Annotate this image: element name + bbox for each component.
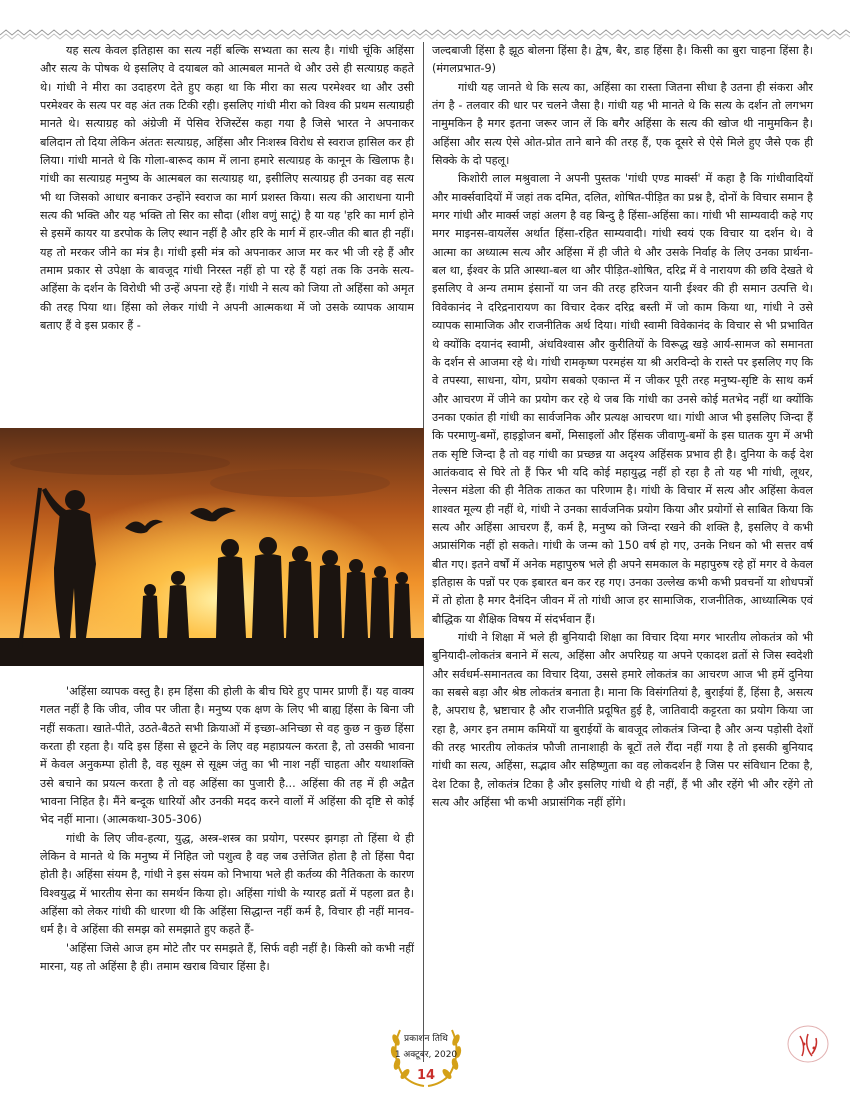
paragraph: गांधी यह जानते थे कि सत्य का, अहिंसा का रास्ता जितना सीधा है उतना ही संकरा और तंग है - तलवार की धार पर चलने जैसा है। गांधी यह भी मानते थे कि सत्य के दर्शन तो लगभग नामुमकिन है मगर इतना जरूर जान लें कि बगैर अहिंसा के सत्य की खोज थी नामुमकिन है। अहिंसा और सत्य ऐसे ओत-प्रोत ताने बाने की तरह हैं, एक दूसरे से ऐसे मिले हुए जैसे एक ही सिक्के के दो पहलू।: [432, 80, 813, 168]
paragraph: 'अहिंसा व्यापक वस्तु है। हम हिंसा की होली के बीच घिरे हुए पामर प्राणी हैं। यह वाक्य गलत नहीं है कि जीव, जीव पर जीता है। मनुष्य एक क्षण के लिए भी बाह्य हिंसा के बिना जी नहीं सकता। खाते-पीते, उठते-बैठते सभी क्रियाओं में इच्छा-अनिच्छा से वह कुछ न कुछ हिंसा करता ही रहता है। यदि इस हिंसा से छूटने के लिए वह महाप्रयत्न करता है, तो उसकी भावना में केवल अनुकम्पा होती है, वह सूक्ष्म से सूक्ष्म जंतु का भी नाश नहीं चाहता और यथाशक्ति उसे बचाने का प्रयत्न करता है तो वह अहिंसा का पुजारी है... अहिंसा की तह में ही अद्वैत भावना निहित है। मैंने बन्दूक धारियों और उनकी मदद करने वालों में अहिंसा की दृष्टि से कोई भेद नहीं माना। (आत्मकथा-305-306): [40, 685, 414, 827]
gandhi-march-sunset-image: [0, 428, 424, 666]
left-column-top: [40, 42, 414, 336]
paragraph: गांधी के लिए जीव-हत्या, युद्ध, अस्त्र-शस्त्र का प्रयोग, परस्पर झगड़ा तो हिंसा थे ही लेकिन वे मानते थे कि मनुष्य में निहित जो पशुत्व है वह जब उत्तेजित होता है तो हिंसा पैदा होती है। अहिंसा संयम है, गांधी ने इस संयम को निभाया भले ही कर्तव्य की नैतिकता के कारण विश्वयुद्ध में भारतीय सेना का समर्थन किया हो। अहिंसा गांधी के ग्यारह व्रतों में पहला व्रत है। अहिंसा को लेकर गांधी की धारणा थी कि अहिंसा सिद्धान्त नहीं कर्म है, विचार ही नहीं मानव-धर्म है। वे अहिंसा की समझ को समझाते हुए कहते हैं-: [40, 831, 414, 937]
top-decorative-border: [0, 28, 850, 42]
publisher-logo-icon: [778, 1022, 838, 1066]
paragraph: जल्दबाजी हिंसा है झूठ बोलना हिंसा है। द्वेष, बैर, डाह हिंसा है। किसी का बुरा चाहना हिंसा है। (मंगलप्रभात-9): [432, 44, 813, 76]
page-number: 14: [416, 1068, 436, 1083]
paragraph: गांधी ने शिक्षा में भले ही बुनियादी शिक्षा का विचार दिया मगर भारतीय लोकतंत्र को भी बुनियादी-लोकतंत्र बनाने में सत्य, अहिंसा और अपरिग्रह या अपने एकादश व्रतों से जिस स्वदेशी और सर्वधर्म-समानतत्व का विचार दिया, उससे हमारे लोकतंत्र का आचरण आज भी हमें दुनिया का सबसे बड़ा और श्रेष्ठ लोकतंत्र बनाता है। माना कि विसंगतियां है, बुराईयां हैं, हिंसा है, असत्य है, अपराध है, भ्रष्टाचार है और राजनीति प्रदूषित हुई है, जातिवादी कट्टरता का प्रयोग किया जा रहा है, अगर इन तमाम कमियों या बुराईयों के बावजूद लोकतंत्र जिन्दा है और अन्य पड़ोसी देशों की तरह भारतीय लोकतंत्र फौजी तानाशाही के बूटों तले रौंदा नहीं गया है तो इसकी बुनियाद गांधी का सत्य, अहिंसा, सद्भाव और सहिष्णुता का वह लोकदर्शन है जिस पर संविधान टिका है, देश टिका है, लोकतंत्र टिका है और इसलिए गांधी थे ही नहीं, हैं भी और रहेंगे भी और रहेंगे तो सत्य और अहिंसा भी कभी अप्रासंगिक नहीं होंगे।: [432, 631, 813, 810]
paragraph: किशोरी लाल मश्रुवाला ने अपनी पुस्तक 'गांधी एण्ड मार्क्स' में कहा है कि गांधीवादियों और मार्क्सवादियों में जहां तक दमित, दलित, शोषित-पीड़ित का प्रश्न है, दोनों के विचार समान है मगर गांधी और मार्क्स जहां अलग है वह बिन्दु है हिंसा-अहिंसा का। गांधी भी साम्यवादी कहे गए मगर माइनस-वायलेंस अर्थात हिंसा-रहित साम्यवादी। गांधी स्वयं एक विचार या दर्शन थे। वे आत्मा का अध्यात्म सत्य और अहिंसा में ही जीते थे और उसके निर्वाह के लिए उनका प्रार्थना-बल था, ईश्वर के प्रति आस्था-बल था और पीड़ित-शोषित, दरिद्र में वे नारायण की छवि देखते थे इसलिए वे अन्य तमाम इंसानों या जन की तरह हरिजन यानी ईश्वर की ही समान उत्पत्ति थे। विवेकानंद ने दरिद्रनारायण का विचार देकर दरिद्र बस्ती में जो काम किया था, गांधी ने उसे व्यापक सामाजिक और राजनीतिक अर्थ दिया। गांधी स्वामी विवेकानंद के विचार से भी प्रभावित थे क्योंकि दयानंद स्वामी, अंधविश्वास और कुरीतियों के विरूद्ध खड़े आर्य-सामज को समानता के दर्शन से आजमा रहे थे। गांधी रामकृष्ण परमहंस या श्री अरविन्दो के रास्ते पर इसलिए गए कि वे तपस्या, साधना, योग, प्रयोग सबको एकान्त में न जीकर पूरी तरह मनुष्य-सृष्टि के साथ कर्म और आचरण में जीने का प्रयोग कर रहे थे जब कि गांधी का उनसे कोई मतभेद नहीं था क्योंकि उनका एकांत ही गांधी का सार्वजनिक और प्रत्यक्ष आचरण था। गांधी आज भी इसलिए जिन्दा हैं कि परमाणु-बमों, हाइड्रोजन बमों, मिसाइलों और हिंसक जीवाणु-बमों के इस घातक युग में अभी तक सृष्टि जिन्दा है तो वह गांधी का प्रच्छन्न या अदृश्य अहिंसक प्रभाव ही है। दुनिया के कई देश आतंकवाद से घिरे तो हैं फिर भी यदि कोई महायुद्ध नहीं हो रहा है तो यह भी गांधी, लूथर, नेल्सन मंडेला की ही नैतिक ताकत का परिणाम है। गांधी के विचार में सत्य और अहिंसा केवल शाश्वत मूल्य ही नहीं थे, गांधी ने उनका सार्वजनिक प्रयोग किया और प्रयोगों से साबित किया कि सत्य और अहिंसा आचरण हैं, कर्म है, मनुष्य को जिन्दा रखने की शक्ति है, इसलिए वे कभी अप्रासंगिक नहीं हो सकते। गांधी के जन्म को 150 वर्ष हो गए, उनके निधन को भी सत्तर वर्ष बीत गए। इतने वर्षों में अनेक महापुरुष भले ही अपने समकाल के महापुरुष रहे हों मगर वे केवल इतिहास के पन्नों पर एक इबारत बन कर रह गए। उनका उल्लेख कभी कभी प्रवचनों या शोधपत्रों में तो होता है मगर दैनंदिन जीवन में तो गांधी आज हर सामाजिक, राजनीतिक, आध्यात्मिक एवं बौद्धिक या शैक्षिक विषय में संदर्भवान हैं।: [432, 172, 813, 626]
left-column-bottom: [40, 683, 414, 977]
paragraph: यह सत्य केवल इतिहास का सत्य नहीं बल्कि सभ्यता का सत्य है। गांधी चूंकि अहिंसा और सत्य के पोषक थे इसलिए वे दयाबल को आत्मबल मानते थे और उसे ही सत्याग्रह कहते थे। गांधी ने मीरा का उदाहरण देते हुए कहा था कि मीरा का सत्य परमेश्वर था और उसी परमेश्वर के सत्य पर वह अंत तक टिकी रही। इसलिए गांधी मीरा को विश्व की प्रथम सत्याग्रही मानते थे। सत्याग्रह को अंग्रेजी में पेसिव रेजिस्टेंस कहा गया है जिसे भारत ने अपनाकर बलिदान तो दिया लेकिन अंततः सत्याग्रह, अहिंसा और निःशस्त्र विरोध से स्वराज हासिल कर ही लिया। गांधी मानते थे कि गोला-बारूद काम में लाना हमारे सत्याग्रह के कानून के खिलाफ है। गांधी का सत्याग्रह मनुष्य के आत्मबल का सत्याग्रह था, इसीलिए सत्याग्रह ही उनका वह सत्य भी था जिसको आधार बनाकर उन्होंने स्वराज का मार्ग प्रशस्त किया। सत्य की आराधना यानी सत्य की भक्ति और यह भक्ति तो सिर का सौदा (शीश वणुं साटूं) है या यह 'हरि का मार्ग होने से इसमें कायर या डरपोक के लिए स्थान नहीं है और हरि के मार्ग में हार-जीत की बात ही नहीं। यह तो मरकर जीने का मंत्र है। गांधी इसी मंत्र को अपनाकर आज मर कर भी जी रहे हैं और तमाम प्रकार से उपेक्षा के बावजूद गांधी निरस्त नहीं हो पा रहे हैं यहां तक कि उनके सत्य-अहिंसा के दर्शन के विरोधी भी उन्हें अपना रहे हैं। गांधी ने सत्य को जिया तो अहिंसा को अमृत की तरह पिया था। हिंसा को लेकर गांधी ने अपनी आत्मकथा में जो उसके व्यापक आयाम बताए हैं वे इस प्रकार हैं -: [40, 44, 414, 333]
paragraph: 'अहिंसा जिसे आज हम मोटे तौर पर समझते हैं, सिर्फ वही नहीं है। किसी को कभी नहीं मारना, यह तो अहिंसा है ही। तमाम खराब विचार हिंसा है।: [40, 941, 414, 974]
badge-label: प्रकाशन तिथि: [404, 1034, 448, 1044]
right-column: [432, 42, 813, 812]
publication-date: 1 अक्टूबर, 2020: [394, 1050, 458, 1060]
